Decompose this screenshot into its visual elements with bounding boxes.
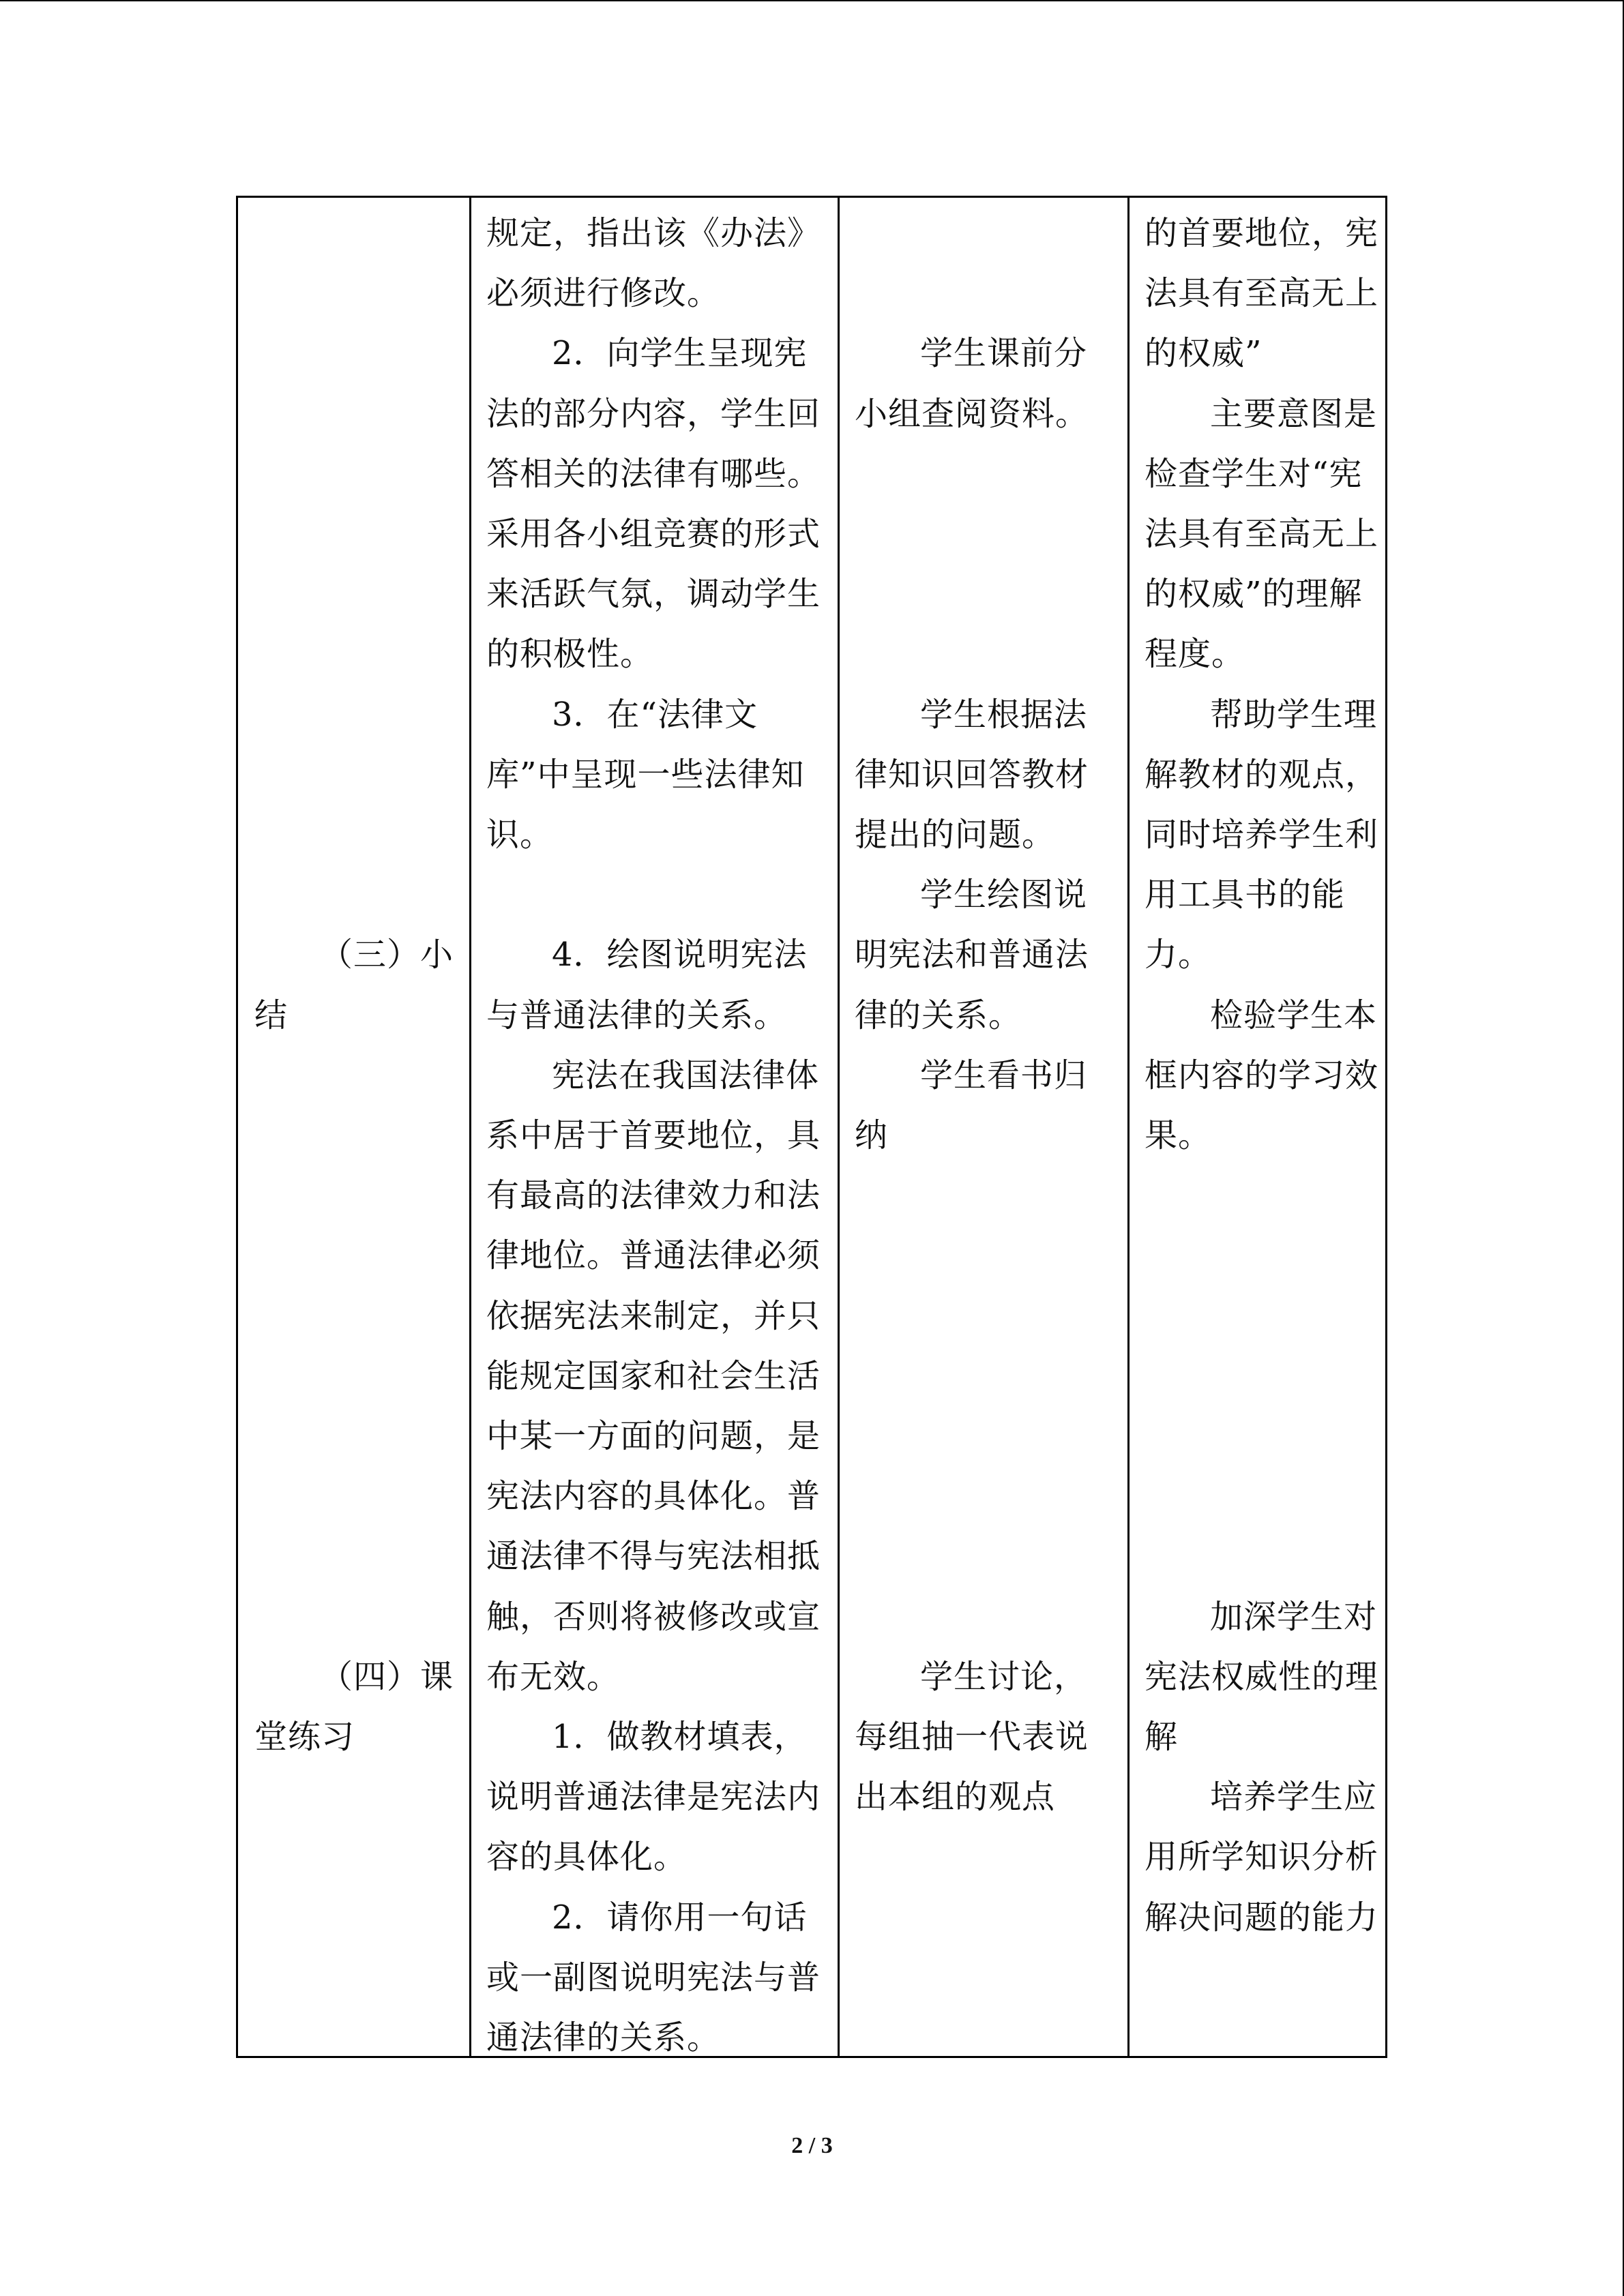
- teacher-text-line: 系中居于首要地位，具: [486, 1116, 821, 1154]
- teacher-text-line: 3．在“法律文: [552, 695, 758, 734]
- intent-text-line: 法具有至高无上: [1145, 274, 1379, 313]
- stage-text-line: （三）小: [320, 936, 454, 974]
- student-text-line: 提出的问题。: [855, 816, 1056, 854]
- intent-text-line: 解: [1145, 1718, 1179, 1756]
- column-divider: [838, 198, 840, 2056]
- column-divider: [1127, 198, 1130, 2056]
- teacher-text-line: 答相关的法律有哪些。: [486, 454, 821, 493]
- teacher-text-line: 通法律的关系。: [486, 2018, 721, 2057]
- intent-text-line: 框内容的学习效: [1145, 1056, 1379, 1094]
- intent-text-line: 用工具书的能: [1145, 876, 1346, 914]
- student-text-line: 学生根据法: [920, 695, 1088, 734]
- teacher-text-line: 触，否则将被修改或宣: [486, 1597, 821, 1636]
- teacher-text-line: 或一副图说明宪法与普: [486, 1958, 821, 1997]
- design-intent-column: [1145, 198, 1383, 2056]
- teacher-text-line: 有最高的法律效力和法: [486, 1176, 821, 1215]
- column-divider: [469, 198, 471, 2056]
- teacher-text-line: 1．做教材填表，: [552, 1718, 808, 1756]
- intent-text-line: 解教材的观点，: [1145, 755, 1379, 794]
- intent-text-line: 法具有至高无上: [1145, 515, 1379, 553]
- student-text-line: 律知识回答教材: [855, 755, 1089, 794]
- student-activity-column: [855, 198, 1121, 2056]
- intent-text-line: 帮助学生理: [1210, 695, 1378, 734]
- teacher-text-line: 中某一方面的问题，是: [486, 1417, 821, 1455]
- intent-text-line: 宪法权威性的理: [1145, 1657, 1379, 1696]
- teacher-text-line: 容的具体化。: [486, 1838, 688, 1877]
- intent-text-line: 加深学生对: [1210, 1597, 1378, 1636]
- teacher-text-line: 规定，指出该《办法》: [486, 214, 821, 252]
- teacher-text-line: 必须进行修改。: [486, 274, 721, 313]
- teacher-text-line: 说明普通法律是宪法内: [486, 1778, 821, 1817]
- teacher-text-line: 布无效。: [486, 1657, 621, 1696]
- teacher-text-line: 通法律不得与宪法相抵: [486, 1537, 821, 1576]
- intent-text-line: 程度。: [1145, 635, 1245, 674]
- teacher-text-line: 依据宪法来制定，并只: [486, 1296, 821, 1335]
- student-text-line: 明宪法和普通法: [855, 936, 1089, 974]
- intent-text-line: 的权威”: [1145, 334, 1263, 373]
- teacher-text-line: 法的部分内容，学生回: [486, 394, 821, 433]
- teacher-text-line: 与普通法律的关系。: [486, 996, 788, 1034]
- student-text-line: 小组查阅资料。: [855, 394, 1089, 433]
- student-text-line: 出本组的观点: [855, 1778, 1056, 1817]
- teacher-text-line: 4．绘图说明宪法: [552, 936, 808, 974]
- intent-text-line: 解决问题的能力: [1145, 1898, 1379, 1937]
- intent-text-line: 检验学生本: [1210, 996, 1378, 1034]
- intent-text-line: 检查学生对“宪: [1145, 454, 1363, 493]
- teacher-text-line: 库”中呈现一些法律知: [486, 755, 805, 794]
- page-number: 2 / 3: [791, 2133, 833, 2158]
- intent-text-line: 培养学生应: [1210, 1778, 1378, 1817]
- student-text-line: 学生绘图说: [920, 876, 1088, 914]
- student-text-line: 学生课前分: [920, 334, 1088, 373]
- stage-text-line: （四）课: [320, 1657, 454, 1696]
- teacher-text-line: 来活跃气氛，调动学生: [486, 575, 821, 614]
- intent-text-line: 果。: [1145, 1116, 1212, 1154]
- stage-column: [254, 198, 459, 2056]
- teacher-text-line: 识。: [486, 816, 554, 854]
- teacher-text-line: 宪法内容的具体化。普: [486, 1477, 821, 1516]
- teacher-text-line: 的积极性。: [486, 635, 654, 674]
- intent-text-line: 的权威”的理解: [1145, 575, 1363, 614]
- teacher-text-line: 2．请你用一句话: [552, 1898, 808, 1937]
- intent-text-line: 主要意图是: [1210, 394, 1378, 433]
- teacher-text-line: 律地位。普通法律必须: [486, 1236, 821, 1275]
- lesson-plan-table: [236, 196, 1387, 2058]
- intent-text-line: 同时培养学生利: [1145, 816, 1379, 854]
- intent-text-line: 力。: [1145, 936, 1212, 974]
- student-text-line: 每组抽一代表说: [855, 1718, 1089, 1756]
- student-text-line: 律的关系。: [855, 996, 1022, 1034]
- student-text-line: 纳: [855, 1116, 889, 1154]
- teacher-text-line: 采用各小组竞赛的形式: [486, 515, 821, 553]
- teacher-text-line: 宪法在我国法律体: [552, 1056, 820, 1094]
- intent-text-line: 的首要地位，宪: [1145, 214, 1379, 252]
- teacher-text-line: 能规定国家和社会生活: [486, 1356, 821, 1395]
- teacher-activity-column: [486, 198, 827, 2056]
- stage-text-line: 结: [254, 996, 289, 1034]
- student-text-line: 学生讨论，: [920, 1657, 1088, 1696]
- student-text-line: 学生看书归: [920, 1056, 1088, 1094]
- stage-text-line: 堂练习: [254, 1718, 355, 1756]
- teacher-text-line: 2．向学生呈现宪: [552, 334, 808, 373]
- intent-text-line: 用所学知识分析: [1145, 1838, 1379, 1877]
